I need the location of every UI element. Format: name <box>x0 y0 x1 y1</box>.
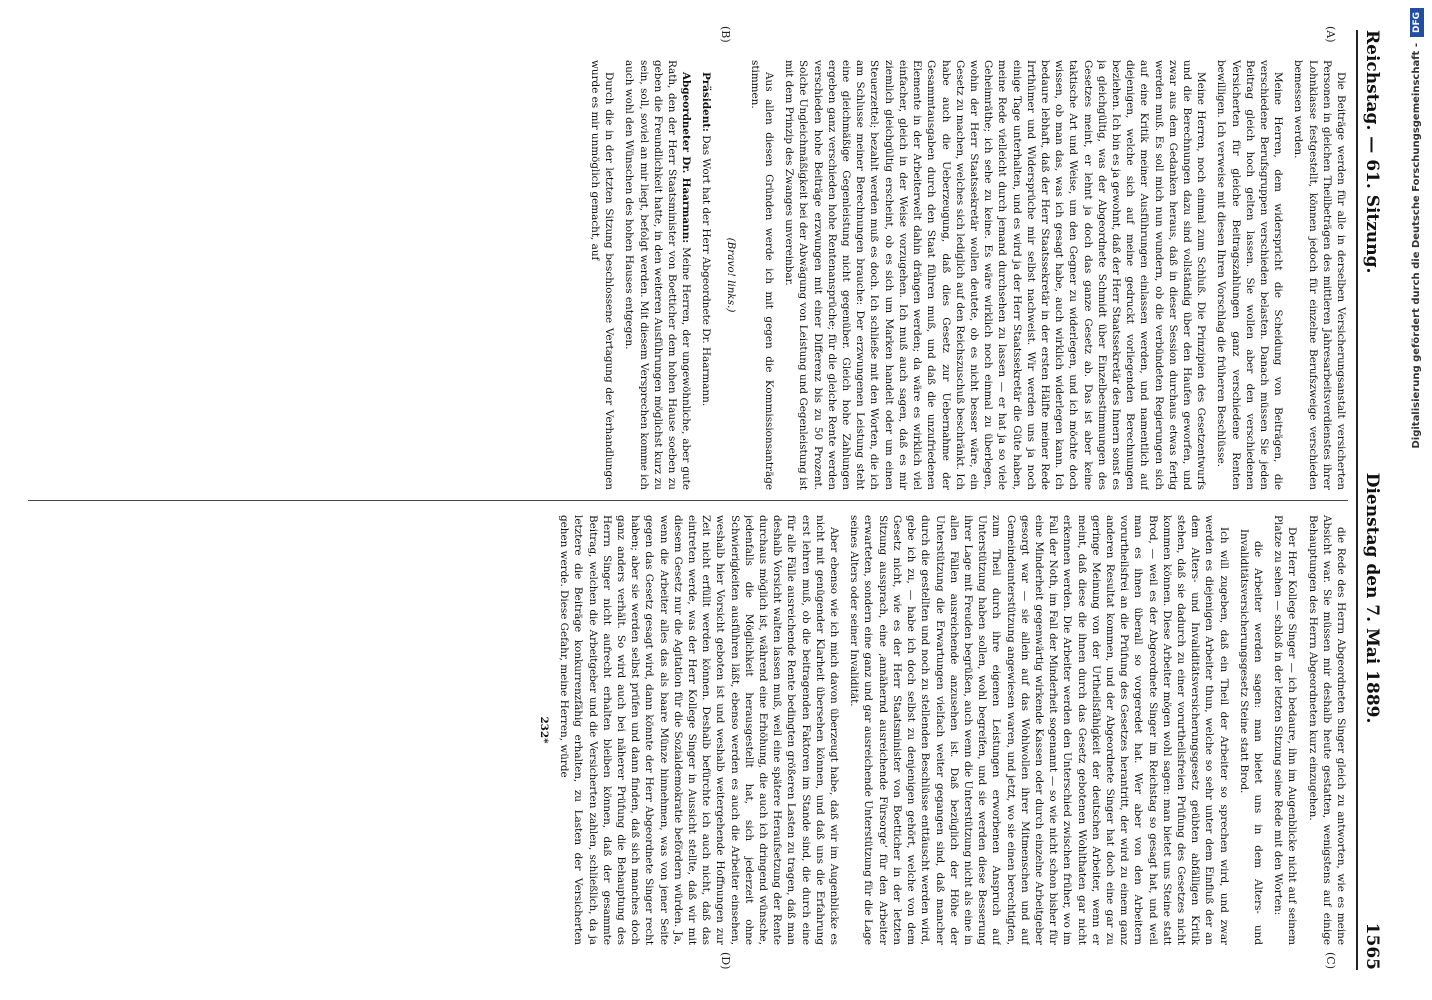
left-column <box>28 60 1348 490</box>
speaker-name: Präsident: <box>700 72 713 132</box>
paragraph: Aus allen diesen Gründen werde ich mit gegen die Kommissionsanträge stimmen. <box>748 60 776 490</box>
sheet-signature-mark: 232* <box>538 716 551 744</box>
dfg-logo: DFG <box>1410 8 1424 37</box>
margin-mark-d: (D) <box>719 952 732 970</box>
margin-mark-b: (B) <box>719 26 732 43</box>
paragraph: Der Herr Kollege Singer — ich bedaure, ihn im Augenblicke nicht auf seinem Platze zu sehen — schloß in der letzten Sitzung seine Rede mit den Worten: <box>1272 515 1299 945</box>
speech-text: Meine Herren, der ungewöhnliche, aber gute Rath, den der Herr Staatsminister von Boetticher dem hohen Hause soeben zu geben die Freundlichkeit hatte, in den weiteren Ausführungen möglichst kurz zu sein, soll, soviel an mir liegt, befolgt werden. Mit diesem Versprechen komme ich auch wohl den Wünschen des hohen Hauses entgegen. <box>623 60 693 490</box>
speech-text: Das Wort hat der Herr Abgeordnete Dr. Haarmann. <box>700 135 713 407</box>
paragraph: Durch die in der letzten Sitzung beschlossene Vertagung der Verhandlungen wurde es mir unmöglich gemacht, auf <box>589 60 616 490</box>
margin-mark-a: (A) <box>1324 26 1337 43</box>
paragraph: Ich will zugeben, daß ein Theil der Arbeiter so sprechen wird, und zwar werden es diejenigen Arbeiter thun, welche so sehr unter dem Einfluß der an dem Alters- und Invaliditätsversicherungsgesetz geübten abfälligen Kritik stehen, daß sie dadurch zu einer vorurtheilsfreien Prüfung des Gesetzes nicht kommen können. Diese Arbeiter mögen wohl sagen: man bietet uns Steine statt Brod, — weil es der Abgeordnete Singer im Reichstag so gesagt hat, und weil man es ihnen überall so vorgeredet hat. Wer aber von den Arbeitern vorurtheilsfrei an die Prüfung des Gesetzes herantritt, der wird zu einem ganz anderen Resultat kommen, und der Abgeordnete Singer hat doch eine gar zu geringe Meinung von der Urtheilsfähigkeit der deutschen Arbeiter, wenn er meint, daß diese die ihnen durch das Gesetz gebotenen Wohlthaten gar nicht erkennen werden. Die Arbeiter werden den Unterschied zwischen früher, wo im Fall der Noth, im Fall der Minderheit sogenannt — so wie nicht schon bisher für eine Minderheit gegenwärtig wirkende Kassen oder durch einzelne Arbeitgeber gesorgt war — sie allein auf das Wohlwollen ihrer Mitmenschen und auf Gemeindeunterstützung angewiesen waren, und jetzt, wo sie einen berechtigten, zum Theil durch ihre eigenen Leistungen erworbenen Anspruch auf Unterstützung haben sollen, wohl begreifen, und sie werden diese Besserung ihrer Lage mit Freuden begrüßen, auch wenn die Unterstützung nicht als eine in allen Fällen ausreichende anzusehen ist. Daß bezüglich der Höhe der Unterstützung die Erwartungen vielfach weiter gegangen sind, daß mancher durch die gestellten und noch zu stellenden Beschlüsse enttäuscht werden wird, gebe ich zu, — habe ich doch selbst zu denjenigen gehört, welche von dem Gesetz nicht, wie es der Herr Staatsminister von Boetticher in der letzten Sitzung aussprach, eine ‚annähernd ausreichende Fürsorge‘ für den Arbeiter erwarteten, sondern eine ganz und gar ausreichende Unterstützung für die Lage seines Alters oder seiner Invalidität. <box>848 515 1230 945</box>
page-header <box>1356 30 1402 970</box>
speaker-name: Abgeordneter Dr. Haarmann: <box>680 72 693 244</box>
paragraph: Die Beiträge werden für alle in derselben Versicherungsanstalt versicherten Personen in gleichen Theilbeträgen des mittleren Jahresarbeitsverdienstes ihrer Lohnklasse festgestellt, können jedoch für einzelne Berufszweige verschieden bemessen werden. <box>1292 60 1347 490</box>
header-date: Dienstag den 7. Mai 1889. <box>1362 472 1382 724</box>
paragraph: Meine Herren, noch einmal zum Schluß. Die Prinzipien des Gesetzentwurfs und die Berechnungen dazu sind vollständig über den Haufen geworfen, und zwar aus dem Gedanken heraus, daß in dieser Session durchaus etwas fertig werden muß. Es soll mich nun wundern, ob die verbündeten Regierungen sich auf eine Kritik meiner Ausführungen einlassen werden, und namentlich auf diejenigen, welche sich auf meine gedruckt vorliegenden Berechnungen beziehen. Ich bin es ja gewohnt, daß der Herr Staatssekretär des Innern sonst es ja gleichgültig, was der Abgeordnete Schmidt über Einzelbestimmungen des Gesetzes meint, er lehnt ja doch das ganze Gesetz ab. Das ist aber keine taktische Art und Weise, um den Gegner zu widerlegen, und ich möchte doch wissen, ob man das, was ich gesagt habe, auch wirklich widerlegen kann. Ich bedaure lebhaft, daß der Herr Staatssekretär in der ersten Hälfte meiner Rede Irrthümer und Widersprüche mir selbst nachweist. Wir werden uns ja noch einige Tage unterhalten, und es wird ja der Herr Staatssekretär die Güte haben, meine Rede vielleicht durch jemand durchsehen zu lassen — er hat ja so viele Geheimräthe; ich sehe zu keine. Es wäre wirklich noch einmal zu überlegen, wohin der Herr Staatssekretär wollen deutete, ob es nicht besser wäre, ein Gesetz zu machen, welches sich lediglich auf den Reichszuschuß beschränkt. Ich habe auch die Ueberzeugung, daß dies Gesetz zur Uebernahme der Gesammtausgaben durch den Staat führen muß, und daß die unzufriedenen Elemente in der Arbeiterwelt dahin drängen werden; da wäre es wirklich viel einfacher, gleich in der Weise vorzugehen. Ich muß auch sagen, daß es mir ziemlich gleichgültig erscheint, ob es sich um Marken handelt oder um einen Steuerzettel; bezahlt werden muß es doch. Ich schließe mit den Worten, die ich am Schlusse meiner Berechnungen brauche: Der erzwungenen Leistung steht eine gleichmäßige Gegenleistung nicht gegenüber. Gleich hohe Zahlungen ergeben ganz verschieden hohe Rentenansprüche; für die gleiche Rente werden verschieden hohe Beiträge erzwungen mit einer Differenz bis zu 50 Prozent. Solche Ungleichmäßigkeit bei der Abwägung von Leistung und Gegenleistung ist mit dem Prinzip des Zwanges unvereinbar. <box>783 60 1208 490</box>
haarmann-speech <box>622 60 693 490</box>
digitization-watermark <box>1406 8 1428 988</box>
paragraph: Meine Herren, dem widerspricht die Scheidung von Beiträgen, die verschiedene Berufsgruppen verschieden belasten. Danach müssen Sie jeden Beitrag gleich hoch gelten lassen. Sie wollen aber den verschiedenen Versicherten für gleiche Beitragszahlungen ganz verschiedene Renten bewilligen. Ich verweise mit diesen Ihren Vorschlag die früheren Beschlüsse. <box>1215 60 1285 490</box>
paragraph: die Rede des Herrn Abgeordneten Singer gleich zu antworten, wie es meine Absicht war. Sie müssen mir deshalb heute gestatten, wenigstens auf einige Behauptungen des Herrn Abgeordneten kurz einzugehen. <box>1306 515 1347 945</box>
president-remark <box>699 60 713 490</box>
header-page-number: 1565 <box>1362 922 1382 970</box>
column-divider <box>28 500 1348 501</box>
margin-mark-c: (C) <box>1324 952 1337 969</box>
paragraph: Aber ebenso wie ich mich davon überzeugt habe, daß wir im Augenblicke es nicht mit genügender Klarheit übersehen können, und daß uns die Erfahrung erst lehren muß, ob die beitragenden Faktoren im Stande sind, die durch eine für alle Fälle ausreichende Rente bedingten größeren Lasten zu tragen, daß man deshalb Vorsicht walten lassen muß, weil eine spätere Heraufsetzung der Rente durchaus möglich ist, während eine Erhöhung, die auch ich dringend wünsche, jedenfalls die Möglichkeit herausgestellt hat, sich jederzeit ohne Schwierigkeiten ausführen läßt, ebenso werden es auch die Arbeiter einsehen, weshalb hier Vorsicht geboten ist und weshalb weitergehende Hoffnungen zur Zeit nicht erfüllt werden können. Deshalb befürchte ich auch nicht, daß das eintreten werde, was der Herr Kollege Singer in Aussicht stellte, daß wir mit diesem Gesetz nur die Agitation für die Sozialdemokratie befördern würden. Ja, wenn die Arbeiter alles das als baare Münze hinnehmen, was von jener Seite gegen das Gesetz gesagt wird, dann könnte der Herr Abgeordnete Singer recht haben; aber sie werden selbst prüfen und dann finden, daß sich manches doch ganz anders verhält. So wird auch bei näherer Prüfung die Behauptung des Herrn Singer nicht aufrecht erhalten bleiben können, daß der gesammte Beitrag, welchen die Arbeitgeber und die Versicherten zahlen, schließlich, da ja letztere die Beiträge konkurrenzfähig erhalten, zu Lasten der Versicherten gehen werde. Diese Gefahr, meine Herren, würde <box>558 515 841 945</box>
watermark-text: Digitalisierung gefördert durch die Deutsche Forschungsgemeinschaft - <box>1411 43 1422 449</box>
right-column <box>28 515 1348 945</box>
header-session: Reichstag. — 61. Sitzung. <box>1362 30 1382 274</box>
quoted-text: die Arbeiter werden sagen: man bietet uns in dem Alters- und Invaliditätsversicherungsgesetz Steine statt Brod. <box>1237 529 1264 945</box>
applause-note: (Bravo! links.) <box>724 237 737 313</box>
